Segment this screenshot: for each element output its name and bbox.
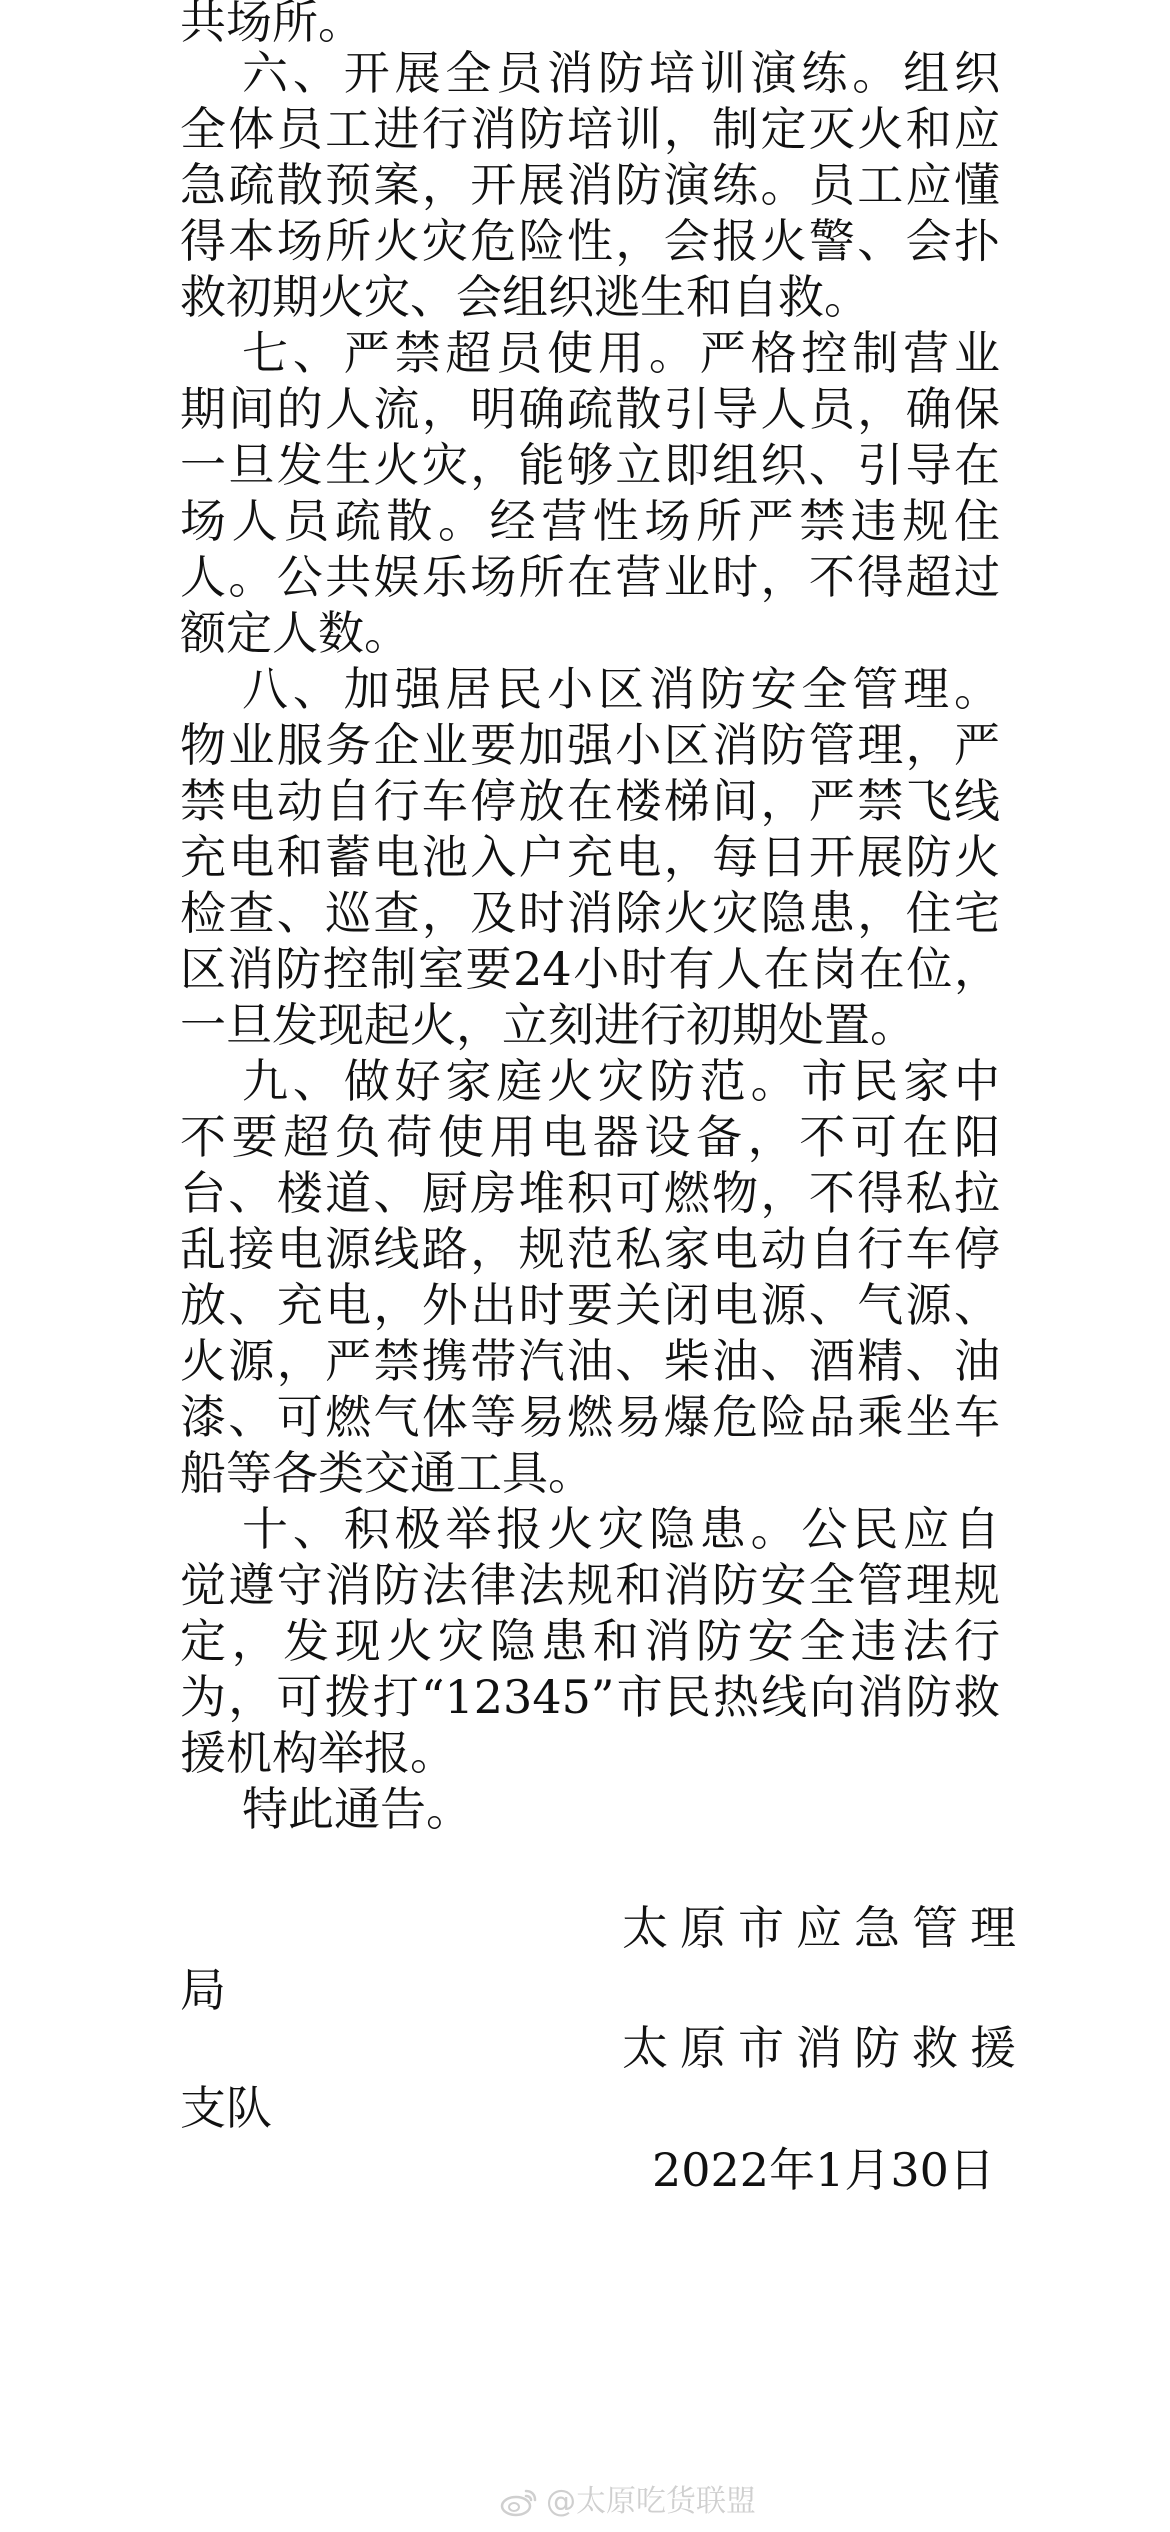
closing-line: 特此通告。 — [242, 1782, 472, 1836]
text-line: 为，可拨打“12345”市民热线向消防救 — [180, 1670, 1000, 1724]
text-line: 火源，严禁携带汽油、柴油、酒精、油 — [180, 1334, 1000, 1388]
paragraph-first-line: 九、做好家庭火灾防范。市民家中 — [242, 1054, 1000, 1108]
paragraph-first-line: 七、严禁超员使用。严格控制营业 — [242, 326, 1000, 380]
text-line: 期间的人流，明确疏散引导人员，确保 — [180, 382, 1000, 436]
text-line: 漆、可燃气体等易燃易爆危险品乘坐车 — [180, 1390, 1000, 1444]
text-line: 定，发现火灾隐患和消防安全违法行 — [180, 1614, 1000, 1668]
text-line: 充电和蓄电池入户充电，每日开展防火 — [180, 830, 1000, 884]
text-line: 全体员工进行消防培训，制定灭火和应 — [180, 102, 1000, 156]
text-line: 禁电动自行车停放在楼梯间，严禁飞线 — [180, 774, 1000, 828]
text-line: 额定人数。 — [180, 606, 410, 660]
signature-org2: 太原市消防救援 — [622, 2021, 1028, 2075]
paragraph-first-line: 八、加强居民小区消防安全管理。 — [242, 662, 1000, 716]
text-line: 乱接电源线路，规范私家电动自行车停 — [180, 1222, 1000, 1276]
text-line: 场人员疏散。经营性场所严禁违规住 — [180, 494, 1000, 548]
text-line: 觉遵守消防法律法规和消防安全管理规 — [180, 1558, 1000, 1612]
text-line: 检查、巡查，及时消除火灾隐患，住宅 — [180, 886, 1000, 940]
paragraph-first-line: 十、积极举报火灾隐患。公民应自 — [242, 1502, 1000, 1556]
text-line: 一旦发现起火，立刻进行初期处置。 — [180, 998, 916, 1052]
signature-date: 2022年1月30日 — [652, 2143, 995, 2197]
weibo-watermark — [500, 2482, 756, 2522]
signature-org1-continued: 局 — [180, 1963, 226, 2017]
text-line: 得本场所火灾危险性，会报火警、会扑 — [180, 214, 1000, 268]
text-line: 急疏散预案，开展消防演练。员工应懂 — [180, 158, 1000, 212]
text-line: 援机构举报。 — [180, 1726, 456, 1780]
text-line: 物业服务企业要加强小区消防管理，严 — [180, 718, 1000, 772]
text-line: 台、楼道、厨房堆积可燃物，不得私拉 — [180, 1166, 1000, 1220]
text-line: 不要超负荷使用电器设备，不可在阳 — [180, 1110, 1000, 1164]
paragraph-first-line: 六、开展全员消防培训演练。组织 — [242, 46, 1000, 100]
watermark-text: @太原吃货联盟 — [546, 2484, 756, 2519]
text-line: 一旦发生火灾，能够立即组织、引导在 — [180, 438, 1000, 492]
text-line: 区消防控制室要24小时有人在岗在位， — [180, 942, 1000, 996]
text-line: 救初期火灾、会组织逃生和自救。 — [180, 270, 870, 324]
signature-org1: 太原市应急管理 — [622, 1901, 1028, 1955]
signature-org2-continued: 支队 — [180, 2081, 272, 2135]
text-line: 人。公共娱乐场所在营业时，不得超过 — [180, 550, 1000, 604]
text-line: 放、充电，外出时要关闭电源、气源、 — [180, 1278, 1000, 1332]
text-line: 船等各类交通工具。 — [180, 1446, 594, 1500]
weibo-icon — [500, 2487, 538, 2517]
text-line: 共场所。 — [180, 0, 364, 49]
